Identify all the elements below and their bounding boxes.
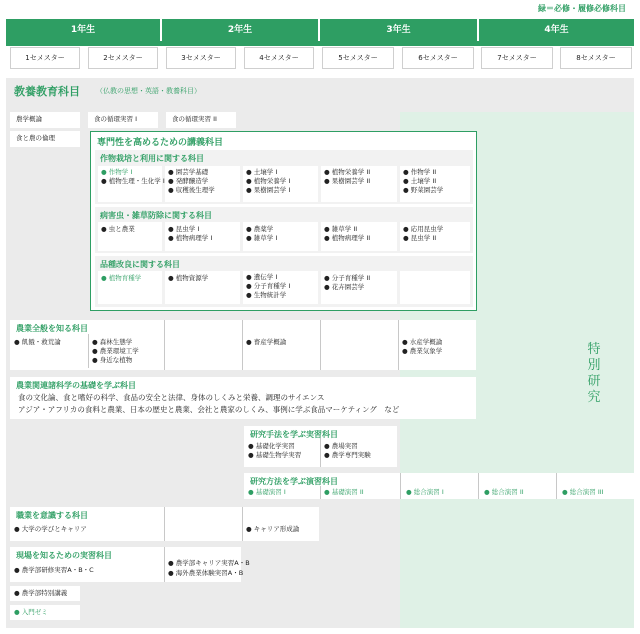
career-divider-1 (164, 507, 165, 541)
special-title: 専門性を高めるための講義科目 (97, 138, 224, 148)
shoku2-label: 食の循環実習 II (172, 115, 217, 123)
pest-s2 (98, 222, 162, 251)
nogaku-label: 農学概論 (16, 115, 42, 123)
method2-divider-4 (556, 473, 557, 499)
crop-s3-item-3: ● 収穫後生理学 (168, 186, 215, 194)
pest-s3-item-1: ● 昆虫学 I (168, 225, 200, 233)
agri-divider-1 (88, 334, 89, 368)
method2-divider-1 (320, 486, 321, 499)
career-divider-2 (242, 507, 243, 541)
semester-7: 7セメスター (481, 47, 553, 69)
breed-s5 (321, 271, 397, 304)
crop-s4-item-3: ● 果樹園芸学 I (246, 186, 291, 194)
career-s4: ● キャリア形成論 (246, 525, 300, 533)
breed-s3 (165, 271, 240, 304)
agri-divider-2 (164, 320, 165, 370)
pest-s5 (321, 222, 397, 251)
agri-s4-item-1: ● 畜産学概論 (246, 338, 287, 346)
year-3-header: 3年生 (320, 19, 477, 41)
ethics-label: 食と農の倫理 (16, 134, 55, 142)
method2-s4: ● 基礎演習 I (248, 488, 286, 496)
agri-s1-item-1: ● 飢餓・救荒論 (14, 338, 61, 346)
ethics-box (10, 131, 80, 147)
pest-s5-item-2: ● 植物病理学 II (324, 234, 371, 242)
pest-s6-item-1: ● 応用昆虫学 (403, 225, 444, 233)
shoku1-box (88, 112, 158, 128)
breed-s2-item-1: ● 植物育種学 (101, 274, 142, 282)
field-s1c: ● 入門ゼミ (14, 608, 48, 616)
semester-5: 5セメスター (322, 47, 394, 69)
agri-s2-item-1: ● 森林生態学 (92, 338, 133, 346)
method2-s6: ● 総合演習 I (406, 488, 444, 496)
breed-s5-item-1: ● 分子育種学 II (324, 274, 371, 282)
field-s3-item-2: ● 海外農業体験実習A・B (168, 569, 244, 577)
method2-divider-2 (400, 473, 401, 499)
crop-s4-item-1: ● 土壌学 I (246, 168, 278, 176)
crop-s5-item-1: ● 植物栄養学 II (324, 168, 371, 176)
pest-s3 (165, 222, 240, 251)
year-2-header: 2年生 (162, 19, 318, 41)
agri-s6-item-1: ● 水産学概論 (402, 338, 443, 346)
breed-s4-item-3: ● 生物統計学 (246, 291, 287, 299)
crop-s3-item-1: ● 園芸学基礎 (168, 168, 209, 176)
pest-s3-item-2: ● 植物病理学 I (168, 234, 213, 242)
breed-s4 (243, 271, 318, 304)
agri-divider-4 (320, 320, 321, 370)
liberal-subtitle: （仏教の思想・英語・教養科目） (96, 87, 201, 95)
agri-s6-item-2: ● 農業気象学 (402, 347, 443, 355)
field-s1: ● 農学部研修実習A・B・C (14, 566, 94, 574)
semester-4: 4セメスター (244, 47, 314, 69)
agri-s2-item-3: ● 身近な植物 (92, 356, 133, 364)
crop-title: 作物栽培と利用に関する科目 (100, 154, 204, 163)
liberal-title: 教養教育科目 (14, 85, 80, 98)
pest-s6 (400, 222, 470, 251)
agri-divider-5 (398, 320, 399, 370)
pest-s4 (243, 222, 318, 251)
breed-s5-item-2: ● 花卉園芸学 (324, 283, 365, 291)
method2-divider-3 (478, 473, 479, 499)
field-s1b: ● 農学部特別講義 (14, 589, 68, 597)
semester-1: 1セメスター (10, 47, 80, 69)
crop-s2-item-1: ● 作物学 I (101, 168, 133, 176)
method1-s5-item-2: ● 農学専門実験 (324, 451, 371, 459)
nogaku-box (10, 112, 80, 128)
year-header-bar (6, 41, 634, 46)
field-s1b-box (10, 586, 80, 601)
tokubetsu-label: 特別研究 (587, 342, 601, 405)
breed-s2 (98, 271, 162, 304)
crop-s2-item-2: ● 植物生理・生化学 I (101, 177, 165, 185)
crop-s5-item-2: ● 果樹園芸学 II (324, 177, 371, 185)
pest-s5-item-1: ● 雑草学 II (324, 225, 358, 233)
year-4-header: 4年生 (479, 19, 634, 41)
science-title: 農業関連諸科学の基礎を学ぶ科目 (16, 381, 136, 390)
year-1-header: 1年生 (6, 19, 160, 41)
field-divider (164, 547, 165, 582)
method1-s5-item-1: ● 農場実習 (324, 442, 358, 450)
field-title: 現場を知るための実習科目 (16, 551, 112, 560)
crop-s5 (321, 166, 397, 202)
semester-3: 3セメスター (166, 47, 236, 69)
method2-s5: ● 基礎演習 II (324, 488, 364, 496)
field-s1c-box (10, 605, 80, 620)
crop-s2 (98, 166, 165, 202)
method1-s4-item-1: ● 基礎化学実習 (248, 442, 295, 450)
crop-s6-item-3: ● 野菜園芸学 (403, 186, 444, 194)
shoku1-label: 食の循環実習 I (94, 115, 137, 123)
method1-title: 研究手法を学ぶ実習科目 (250, 430, 338, 439)
agri-divider-3 (242, 320, 243, 370)
method2-title: 研究方法を学ぶ演習科目 (250, 477, 338, 486)
crop-s3 (165, 166, 240, 202)
legend: 緑＝必修・履修必修科目 (538, 4, 626, 13)
method2-s8: ● 総合演習 III (562, 488, 604, 496)
agri-s2-item-2: ● 農業環境工学 (92, 347, 139, 355)
crop-s4-item-2: ● 植物栄養学 I (246, 177, 291, 185)
breed-s4-item-2: ● 分子育種学 I (246, 282, 291, 290)
breed-s3-item-1: ● 植物資源学 (168, 274, 209, 282)
method1-s4-item-2: ● 基礎生物学実習 (248, 451, 302, 459)
crop-s3-item-2: ● 発酵醸造学 (168, 177, 209, 185)
shoku2-box (166, 112, 236, 128)
crop-s6-item-1: ● 作物学 II (403, 168, 437, 176)
pest-s4-item-2: ● 雑草学 I (246, 234, 278, 242)
pest-title: 病害虫・雑草防除に関する科目 (100, 211, 212, 220)
science-line-2: アジア・アフリカの食料と農業、日本の歴史と農業、会社と農家のしくみ、事例に学ぶ食品マーケティング など (18, 405, 400, 414)
pest-s6-item-2: ● 昆虫学 II (403, 234, 437, 242)
career-s1: ● 大学の学びとキャリア (14, 525, 87, 533)
field-s3-item-1: ● 農学部キャリア実習A・B (168, 559, 250, 567)
breed-s6 (400, 271, 470, 304)
crop-s4 (243, 166, 318, 202)
pest-s2-item-1: ● 虫と農業 (101, 225, 135, 233)
crop-s6-item-2: ● 土壌学 II (403, 177, 437, 185)
method1-divider (320, 438, 321, 467)
semester-2: 2セメスター (88, 47, 158, 69)
pest-s4-item-1: ● 農薬学 (246, 225, 274, 233)
breed-title: 品種改良に関する科目 (100, 260, 180, 269)
career-title: 職業を意識する科目 (16, 511, 88, 520)
semester-6: 6セメスター (402, 47, 474, 69)
science-line-1: 食の文化論、食と嗜好の科学、食品の安全と法律、身体のしくみと栄養、調理のサイエンス (18, 393, 325, 402)
semester-8: 8セメスター (560, 47, 632, 69)
crop-s6 (400, 166, 470, 202)
method2-s7: ● 総合演習 II (484, 488, 524, 496)
agri-title: 農業全般を知る科目 (16, 324, 88, 333)
breed-s4-item-1: ● 遺伝学 I (246, 273, 278, 281)
